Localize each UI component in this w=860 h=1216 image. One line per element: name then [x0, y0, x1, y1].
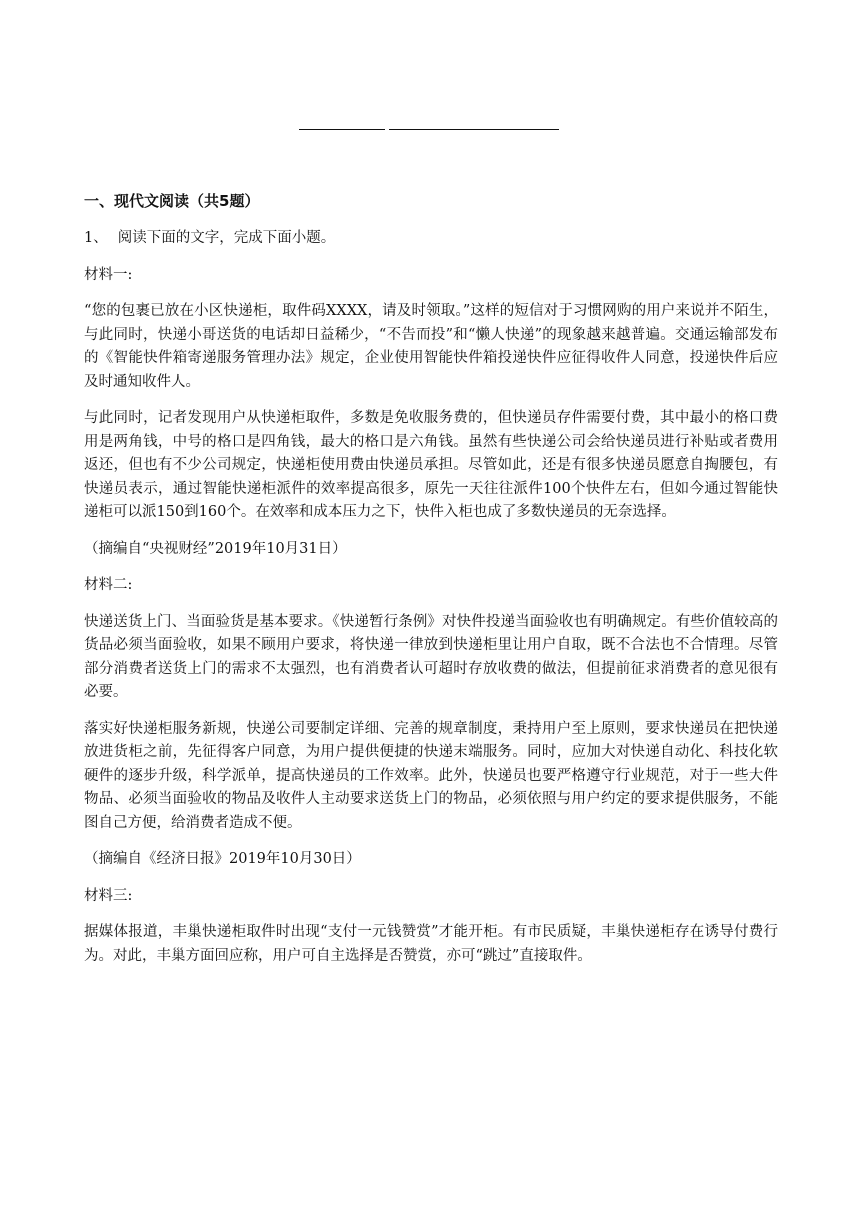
- question-number: 1、: [84, 230, 108, 246]
- material-1-label: 材料一:: [84, 266, 133, 283]
- material-2-source: （摘编自《经济日报》2019年10月30日）: [84, 851, 361, 867]
- material-1-source: （摘编自“央视财经”2019年10月31日）: [84, 540, 347, 557]
- name-blank-lines: [299, 129, 559, 130]
- blank-line-short: [299, 129, 385, 130]
- question-prompt: 阅读下面的文字，完成下面小题。: [117, 230, 336, 246]
- material-3-paragraph-1: 据媒体报道，丰巢快递柜取件时出现“支付一元钱赞赏”才能开柜。有市民质疑，丰巢快递柜存在诱导付费行为。对此，丰巢方面回应称，用户可自主选择是否赞赏，亦可“跳过”直接取件。: [84, 924, 778, 964]
- material-2-label: 材料二:: [84, 577, 133, 593]
- material-2-paragraph-1: 快递送货上门、当面验货是基本要求。《快递暂行条例》对快件投递当面验收也有明确规定。有些价值较高的货品必须当面验收，如果不顾用户要求，将快递一律放到快递柜里让用户自取，既不合法也不合情理。尽管部分消费者送货上门的需求不太强烈，也有消费者认可超时存放收费的做法，但提前征求消费者的意见很有必要。: [84, 613, 778, 700]
- material-3-label: 材料三:: [84, 887, 133, 904]
- question-line: [84, 227, 778, 251]
- section-heading: 一、现代文阅读（共5题）: [84, 192, 260, 210]
- material-1-paragraph-1: “您的包裹已放在小区快递柜，取件码XXXX，请及时领取。”这样的短信对于习惯网购的用户来说并不陌生，与此同时，快递小哥送货的电话却日益稀少，“不告而投”和“懒人快递”的现象越来越普遍。交通运输部发布的《智能快件箱寄递服务管理办法》规定，企业使用智能快件箱投递快件应征得收件人同意，投递快件后应及时通知收件人。: [84, 303, 778, 390]
- document-body: [84, 189, 778, 981]
- material-1-paragraph-2: 与此同时，记者发现用户从快递柜取件，多数是免收服务费的，但快递员存件需要付费，其中最小的格口费用是两角钱，中号的格口是四角钱，最大的格口是六角钱。虽然有些快递公司会给快递员进行补贴或者费用返还，但也有不少公司规定，快递柜使用费由快递员承担。尽管如此，还是有很多快递员愿意自掏腰包，有快递员表示，通过智能快递柜派件的效率提高很多，原先一天往往派件100个快件左右，但如今通过智能快递柜可以派150到160个。在效率和成本压力之下，快件入柜也成了多数快递员的无奈选择。: [84, 410, 778, 520]
- material-2-paragraph-2: 落实好快递柜服务新规，快递公司要制定详细、完善的规章制度，秉持用户至上原则，要求快递员在把快递放进货柜之前，先征得客户同意，为用户提供便捷的快递末端服务。同时，应加大对快递自动化、科技化软硬件的逐步升级，科学派单，提高快递员的工作效率。此外，快递员也要严格遵守行业规范，对于一些大件物品、必须当面验收的物品及收件人主动要求送货上门的物品，必须依照与用户约定的要求提供服务，不能图自己方便，给消费者造成不便。: [84, 720, 778, 831]
- blank-line-long: [389, 129, 559, 130]
